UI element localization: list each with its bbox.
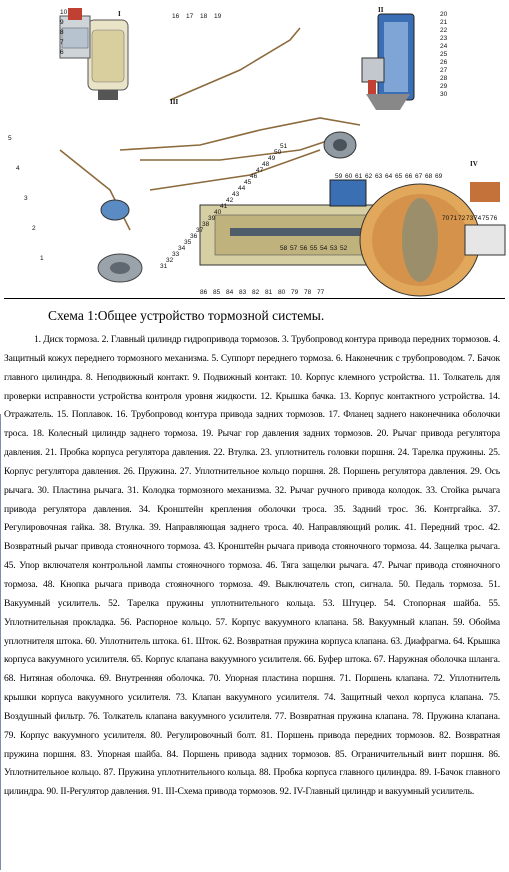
callout-number: 58 xyxy=(280,245,288,252)
callout-number: 21 xyxy=(440,19,448,26)
callout-number: 70 xyxy=(442,215,450,222)
callout-number: 51 xyxy=(280,143,288,150)
callout-number: 37 xyxy=(196,227,204,234)
callout-number: 55 xyxy=(310,245,318,252)
callout-number: 18 xyxy=(200,13,208,20)
callout-number: 68 xyxy=(425,173,433,180)
callout-number: 29 xyxy=(440,83,448,90)
callout-number: 57 xyxy=(290,245,298,252)
callout-number: 62 xyxy=(365,173,373,180)
callout-number: 75 xyxy=(482,215,490,222)
callout-number: 41 xyxy=(220,203,228,210)
callout-number: 24 xyxy=(440,43,448,50)
callout-number: 86 xyxy=(200,289,208,296)
callout-number: 82 xyxy=(252,289,260,296)
callout-number: 46 xyxy=(250,173,258,180)
callout-number: 73 xyxy=(466,215,474,222)
callout-number: 7 xyxy=(60,39,64,46)
roman-label-i: I xyxy=(118,10,121,18)
callout-number: 4 xyxy=(16,165,20,172)
callout-number: 74 xyxy=(474,215,482,222)
callout-number: 81 xyxy=(265,289,273,296)
callout-number: 67 xyxy=(415,173,423,180)
callout-number: 63 xyxy=(375,173,383,180)
callout-number: 34 xyxy=(178,245,186,252)
callout-number: 59 xyxy=(335,173,343,180)
callout-number: 22 xyxy=(440,27,448,34)
callout-number: 64 xyxy=(385,173,393,180)
callout-number: 3 xyxy=(24,195,28,202)
callout-number: 79 xyxy=(291,289,299,296)
caption-block xyxy=(4,300,504,870)
callout-number: 61 xyxy=(355,173,363,180)
callout-number: 44 xyxy=(238,185,246,192)
callout-number: 35 xyxy=(184,239,192,246)
callout-number: 31 xyxy=(160,263,168,270)
caption-legend-text: 1. Диск тормоза. 2. Главный цилиндр гидропривода тормозов. 3. Трубопровод контура привода передних тормозов. 4. Защитный кожух переднего тормозного механизма. 5. Суппорт переднего тормоза. 6. Наконечник с трубопроводом. 7. Бачок главного цилиндра. 8. Неподвижный контакт. 9. Подвижный контакт. 10. Корпус клемного устройства. 11. Толкатель для проверки исправности устройства контроля уровня жидкости. 12. Крышка бачка. 13. Корпус контактного устройства. 14. Отражатель. 15. Поплавок. 16. Трубопровод контура привода задних тормозов. 17. Фланец заднего наконечника оболочки троса. 18. Колесный цилиндр заднего тормоза. 19. Рычаг гор давления задних тормозов. 20. Рычаг привода регулятора давления. 21. Пробка корпуса регулятора давления. 22. Втулка. 23. уплотнитель головки поршня. 24. Тарелка пружины. 25. Корпус регулятора давления. 26. Пружина. 27. Уплотнительное кольцо поршня. 28. Поршень регулятора давления. 29. Ось рычага. 30. Пластина рычага. 31. Колодка тормозного механизма. 32. Рычаг ручного привода колодок. 33. Стойка рычага привода регулятора давления. 34. Кронштейн крепления оболочки троса. 35. Задний трос. 36. Контргайка. 37. Регулировочная гайка. 38. Втулка. 39. Направляющая заднего троса. 40. Направляющий ролик. 41. Передний трос. 42. Возвратный рычаг привода стояночного тормоза. 43. Кронштейн рычага привода стояночного тормоза. 44. Защелка рычага. 45. Упор включателя контрольной лампы стояночного тормоза. 46. Тяга защелки рычага. 47. Рычаг привода стояночного тормоза. 48. Кнопка рычага привода стояночного тормоза. 49. Выключатель стоп, сигнала. 50. Педаль тормоза. 51. Вакуумный усилитель. 52. Тарелка пружины уплотнительного кольца. 53. Штуцер. 54. Стопорная шайба. 55. Уплотнительная прокладка. 56. Распорное кольцо. 57. Корпус вакуумного клапана. 58. Вакуумный клапан. 59. Обойма уплотнителя штока. 60. Уплотнитель штока. 61. Шток. 62. Возвратная пружина корпуса клапана. 63. Диафрагма. 64. Крышка корпуса вакуумного усилителя. 65. Корпус клапана вакуумного усилителя. 66. Буфер штока. 67. Наружная оболочка шланга. 68. Нитяная оболочка. 69. Внутренняя оболочка. 70. Упорная пластина поршня. 71. Поршень клапана. 72. Уплотнитель крышки корпуса вакуумного усилителя. 73. Клапан вакуумного усилителя. 74. Защитный чехол корпуса клапана. 75. Воздушный фильтр. 76. Толкатель клапана вакуумного усилителя. 77. Возвратная пружина клапана. 78. Пружина клапана. 79. Корпус вакуумного усилителя. 80. Регулировочный болт. 81. Поршень привода передних тормозов. 82. Возвратная пружина поршня. 83. Упорная шайба. 84. Поршень привода задних тормозов. 85. Ограничительный винт поршня. 86. Уплотнительное кольцо. 87. Пружина уплотнительного кольца. 88. Пробка корпуса главного цилиндра. 89. I-Бачок главного цилиндра. 90. II-Регулятор давления. 91. III-Схема привода тормозов. 92. IV-Главный цилиндр и вакуумный усилитель. xyxy=(4,334,500,798)
callout-number: 2 xyxy=(32,225,36,232)
callout-number: 9 xyxy=(60,19,64,26)
callout-number: 76 xyxy=(490,215,498,222)
callout-number: 5 xyxy=(8,135,12,142)
callout-number: 53 xyxy=(330,245,338,252)
callout-number: 85 xyxy=(213,289,221,296)
roman-label-ii: II xyxy=(378,6,384,14)
callout-number: 72 xyxy=(458,215,466,222)
callout-number: 10 xyxy=(60,9,68,16)
callout-number: 39 xyxy=(208,215,216,222)
callout-number: 60 xyxy=(345,173,353,180)
callout-number: 69 xyxy=(435,173,443,180)
callout-number: 33 xyxy=(172,251,180,258)
callout-number: 25 xyxy=(440,51,448,58)
callout-number: 30 xyxy=(440,91,448,98)
callout-number: 19 xyxy=(214,13,222,20)
callout-number: 1 xyxy=(40,255,44,262)
callout-number: 27 xyxy=(440,67,448,74)
callout-number: 77 xyxy=(317,289,325,296)
callout-number: 36 xyxy=(190,233,198,240)
callout-number: 80 xyxy=(278,289,286,296)
callout-number: 54 xyxy=(320,245,328,252)
callout-number: 66 xyxy=(405,173,413,180)
callout-number: 71 xyxy=(450,215,458,222)
callout-number: 43 xyxy=(232,191,240,198)
callout-number: 42 xyxy=(226,197,234,204)
callout-number: 56 xyxy=(300,245,308,252)
callout-number: 47 xyxy=(256,167,264,174)
callout-number: 6 xyxy=(60,49,64,56)
callout-number: 48 xyxy=(262,161,270,168)
callout-number: 32 xyxy=(166,257,174,264)
separator-line xyxy=(4,298,505,299)
callout-number: 26 xyxy=(440,59,448,66)
callout-number: 20 xyxy=(440,11,448,18)
callout-number: 40 xyxy=(214,209,222,216)
callout-number: 45 xyxy=(244,179,252,186)
brake-system-diagram xyxy=(0,0,509,298)
callout-number: 23 xyxy=(440,35,448,42)
callout-number: 84 xyxy=(226,289,234,296)
callout-number: 50 xyxy=(274,149,282,156)
margin-bar xyxy=(0,414,1,870)
callout-number: 52 xyxy=(340,245,348,252)
callout-number: 16 xyxy=(172,13,180,20)
callout-number: 65 xyxy=(395,173,403,180)
callout-number: 83 xyxy=(239,289,247,296)
callout-number: 78 xyxy=(304,289,312,296)
callout-number: 28 xyxy=(440,75,448,82)
callout-number: 38 xyxy=(202,221,210,228)
callout-number: 17 xyxy=(186,13,194,20)
roman-label-iii: III xyxy=(170,98,179,106)
caption-title: Схема 1:Общее устройство тормозной системы. xyxy=(48,308,325,323)
callout-number: 49 xyxy=(268,155,276,162)
callout-number: 8 xyxy=(60,29,64,36)
roman-label-iv: IV xyxy=(470,160,478,168)
